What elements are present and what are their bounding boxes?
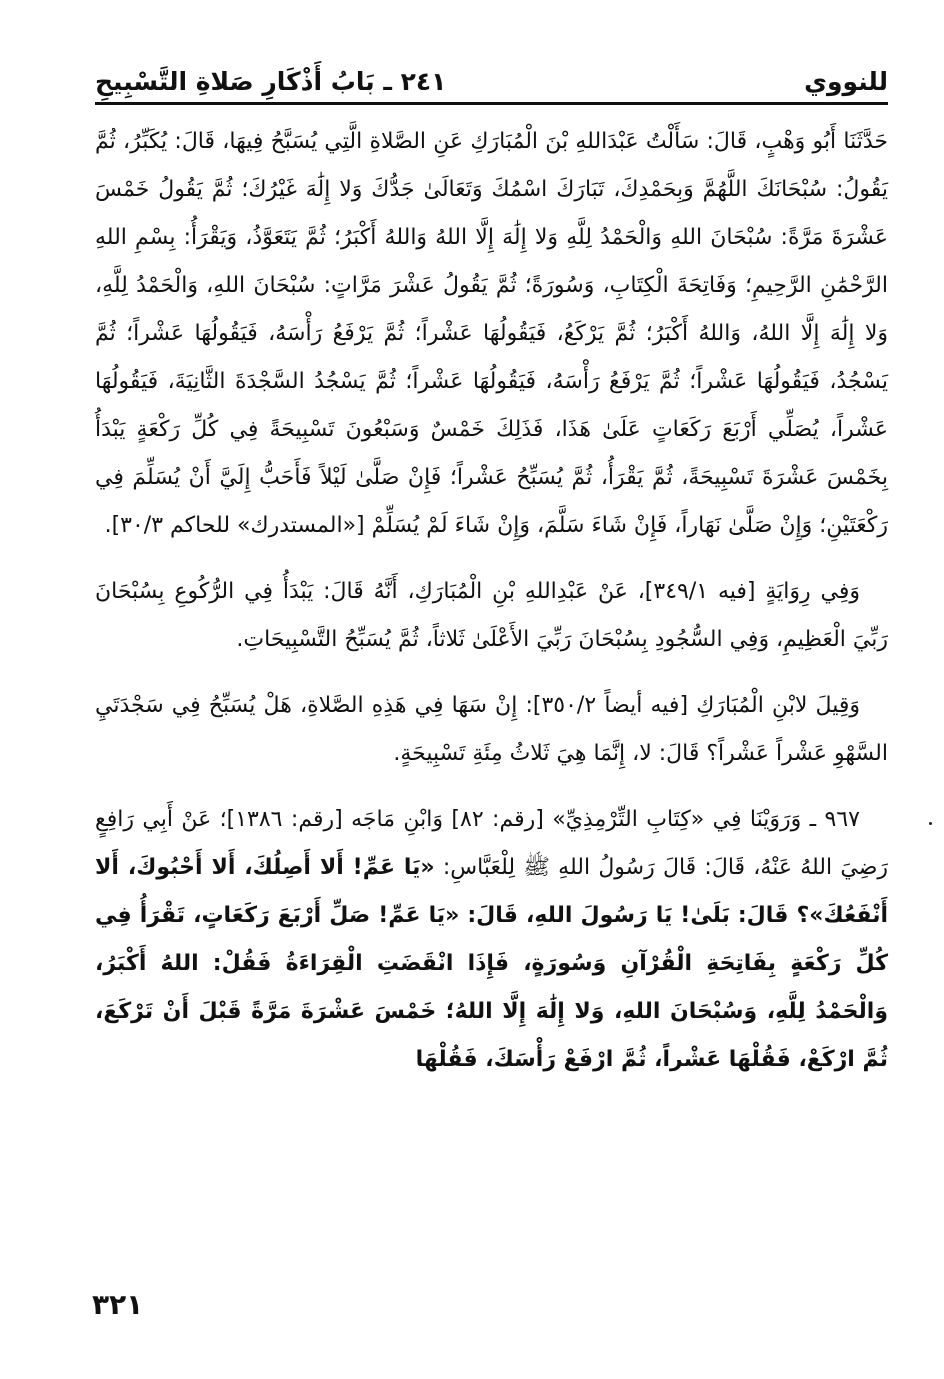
- paragraph-riwaya: وَفِي رِوَايَةٍ [فيه ٣٤٩/١]، عَنْ عَبْدِاللهِ بْنِ الْمُبَارَكِ، أَنَّهُ قَالَ: يَبْدَأُ فِي الرُّكُوعِ بِسُبْحَانَ رَبِّيَ الْعَظِيمِ، وَفِي السُّجُودِ بِسُبْحَانَ رَبِّيَ الأَعْلَىٰ ثَلاثاً، ثُمَّ يُسَبِّحُ التَّسْبِيحَاتِ.: [95, 579, 888, 652]
- hadith-intro: ٩٦٧ ـ وَرَوَيْنَا فِي «كِتَابِ التِّرْمِذِيِّ» [رقم: ٨٢] وَابْنِ مَاجَه [رقم: ١٣٨٦]؛ عَنْ أَبِي رَافِعٍ رَضِيَ اللهُ عَنْهُ، قَالَ: قَالَ رَسُولُ اللهِ ﷺ لِلْعَبَّاسِ:: [95, 807, 888, 880]
- header-author: للنووي: [804, 67, 888, 96]
- page-number: ٣٢١: [92, 1288, 144, 1321]
- hadith-967: [95, 796, 888, 1084]
- running-header: [95, 52, 888, 105]
- hadith-text: «يَا عَمِّ! أَلا أَصِلُكَ، أَلا أَحْبُوكَ، أَلا أَنْفَعُكَ»؟ قَالَ: بَلَىٰ! يَا رَسُولَ اللهِ، قَالَ: «يَا عَمِّ! صَلِّ أَرْبَعَ رَكَعَاتٍ، تَقْرَأُ فِي كُلِّ رَكْعَةٍ بِفَاتِحَةِ الْقُرْآنِ وَسُورَةٍ، فَإِذَا انْقَضَتِ الْقِرَاءَةُ فَقُلْ: اللهُ أَكْبَرُ، وَالْحَمْدُ لِلَّهِ، وَسُبْحَانَ اللهِ، وَلا إِلَٰهَ إِلَّا اللهُ؛ خَمْسَ عَشْرَةَ مَرَّةً قَبْلَ أَنْ تَرْكَعَ، ثُمَّ ارْكَعْ، فَقُلْهَا عَشْراً، ثُمَّ ارْفَعْ رَأْسَكَ، فَقُلْهَا: [95, 855, 888, 1072]
- header-chapter-title: ٢٤١ ـ بَابُ أَذْكَارِ صَلاةِ التَّسْبِيحِ: [95, 67, 447, 96]
- page-body: [95, 118, 888, 1084]
- margin-mark: [929, 822, 932, 825]
- paragraph-sahw: وَقِيلَ لابْنِ الْمُبَارَكِ [فيه أيضاً ٣٥٠/٢]: إِنْ سَهَا فِي هَذِهِ الصَّلاةِ، هَلْ يُسَبِّحُ فِي سَجْدَتَيِ السَّهْوِ عَشْراً عَشْراً؟ قَالَ: لا، إِنَّمَا هِيَ ثَلاثُ مِئَةِ تَسْبِيحَةٍ.: [95, 693, 888, 766]
- paragraph-narration: حَدَّثَنَا أَبُو وَهْبٍ، قَالَ: سَأَلْتُ عَبْدَاللهِ بْنَ الْمُبَارَكِ عَنِ الصَّلاةِ الَّتِي يُسَبَّحُ فِيهَا، قَالَ: يُكَبِّرُ، ثُمَّ يَقُولُ: سُبْحَانَكَ اللَّهُمَّ وَبِحَمْدِكَ، تَبَارَكَ اسْمُكَ وَتَعَالَىٰ جَدُّكَ وَلا إِلَٰهَ غَيْرُكَ؛ ثُمَّ يَقُولُ خَمْسَ عَشْرَةَ مَرَّةً: سُبْحَانَ اللهِ وَالْحَمْدُ لِلَّهِ وَلا إِلَٰهَ إِلَّا اللهُ وَاللهُ أَكْبَرُ؛ ثُمَّ يَتَعَوَّذُ، وَيَقْرَأُ: بِسْمِ اللهِ الرَّحْمَٰنِ الرَّحِيمِ؛ وَفَاتِحَةَ الْكِتَابِ، وَسُورَةً؛ ثُمَّ يَقُولُ عَشْرَ مَرَّاتٍ: سُبْحَانَ اللهِ، وَالْحَمْدُ لِلَّهِ، وَلا إِلَٰهَ إِلَّا اللهُ، وَاللهُ أَكْبَرُ؛ ثُمَّ يَرْكَعُ، فَيَقُولُهَا عَشْراً؛ ثُمَّ يَرْفَعُ رَأْسَهُ، فَيَقُولُهَا عَشْراً؛ ثُمَّ يَسْجُدُ، فَيَقُولُهَا عَشْراً؛ ثُمَّ يَرْفَعُ رَأْسَهُ، فَيَقُولُهَا عَشْراً؛ ثُمَّ يَسْجُدُ السَّجْدَةَ الثَّانِيَةَ، فَيَقُولُهَا عَشْراً، يُصَلِّي أَرْبَعَ رَكَعَاتٍ عَلَىٰ هَذَا، فَذَلِكَ خَمْسٌ وَسَبْعُونَ تَسْبِيحَةً فِي كُلِّ رَكْعَةٍ يَبْدَأُ بِخَمْسَ عَشْرَةَ تَسْبِيحَةً، ثُمَّ يَقْرَأُ، ثُمَّ يُسَبِّحُ عَشْراً؛ فَإِنْ صَلَّىٰ لَيْلاً فَأَحَبُّ إِلَيَّ أَنْ يُسَلِّمَ فِي رَكْعَتَيْنِ؛ وَإِنْ صَلَّىٰ نَهَاراً، فَإِنْ شَاءَ سَلَّمَ، وَإِنْ شَاءَ لَمْ يُسَلِّمْ [«المستدرك» للحاكم ٣٠/٣].: [95, 129, 888, 538]
